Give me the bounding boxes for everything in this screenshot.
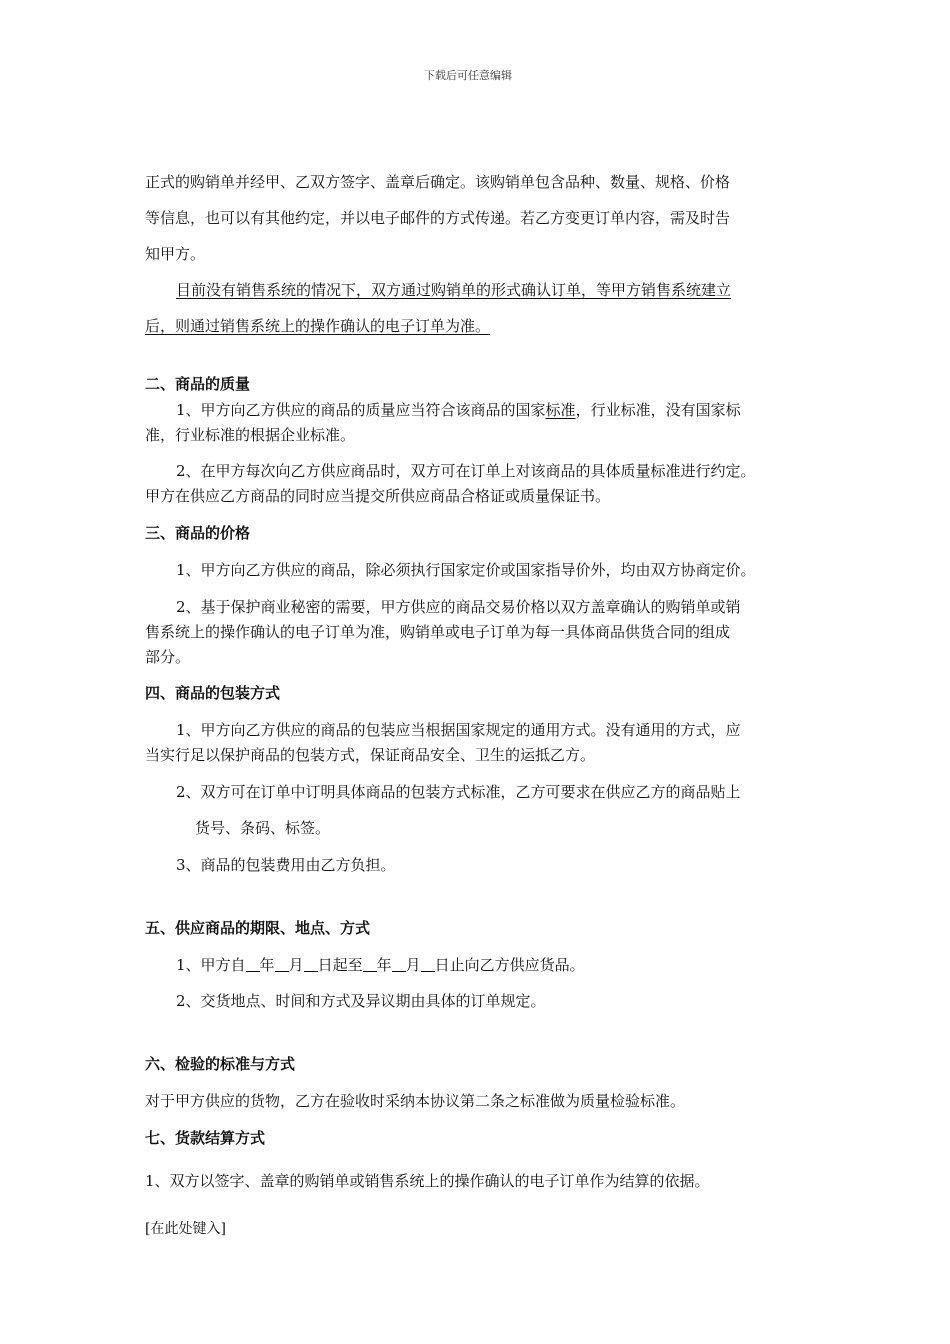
text-line: 3、商品的包装费用由乙方负担。 [176,856,396,874]
section-heading: 七、货款结算方式 [145,1129,266,1147]
text-line: 货号、条码、标签。 [195,819,331,837]
blank-field [392,956,406,972]
text-line: 1、双方以签字、盖章的购销单或销售系统上的操作确认的电子订单作为结算的依据。 [145,1172,710,1190]
text-line: 正式的购销单并经甲、乙双方签字、盖章后确定。该购销单包含品种、数量、规格、价格 [145,173,731,191]
text-line: 2、基于保护商业秘密的需要，甲方供应的商品交易价格以双方盖章确认的购销单或销 [176,598,741,616]
section-heading: 四、商品的包装方式 [145,684,281,702]
text-line: 1、甲方向乙方供应的商品的质量应当符合该商品的国家标准，行业标准，没有国家标 [176,401,741,419]
date-range-line: 1、甲方自 年 月 日起至 年 月 日止向乙方供应货品。 [176,956,585,974]
blank-field [363,956,377,972]
text-line: 1、甲方向乙方供应的商品的包装应当根据国家规定的通用方式。没有通用的方式，应 [176,721,741,739]
text-line: 2、双方可在订单中订明具体商品的包装方式标准，乙方可要求在供应乙方的商品贴上 [176,783,741,801]
section-heading: 二、商品的质量 [145,375,251,393]
text-line: 知甲方。 [145,245,206,263]
text-line: 当实行足以保护商品的包装方式，保证商品安全、卫生的运抵乙方。 [145,746,596,764]
footer-placeholder[interactable]: [在此处键入] [145,1221,226,1237]
text-line: 甲方在供应乙方商品的同时应当提交所供应商品合格证或质量保证书。 [145,487,611,505]
underlined-term: 标准 [545,401,576,419]
blank-field [304,956,318,972]
blank-field [275,956,289,972]
text-line: 对于甲方供应的货物，乙方在验收时采纳本协议第二条之标准做为质量检验标准。 [145,1092,686,1110]
blank-field [421,956,435,972]
underlined-note-line: 后，则通过销售系统上的操作确认的电子订单为准。 [145,317,491,335]
text-line: 准，行业标准的根据企业标准。 [145,426,356,444]
text-line: 部分。 [145,648,191,666]
blank-field [246,956,260,972]
section-heading: 六、检验的标准与方式 [145,1055,296,1073]
text-line: 2、交货地点、时间和方式及异议期由具体的订单规定。 [176,992,546,1010]
text-line: 售系统上的操作确认的电子订单为准，购销单或电子订单为每一具体商品供货合同的组成 [145,623,731,641]
text-line: 2、在甲方每次向乙方供应商品时，双方可在订单上对该商品的具体质量标准进行约定。 [176,462,756,480]
text-line: 等信息，也可以有其他约定，并以电子邮件的方式传递。若乙方变更订单内容，需及时告 [145,209,731,227]
section-heading: 三、商品的价格 [145,524,251,542]
page-header-note: 下载后可任意编辑 [424,69,512,82]
underlined-note-line: 目前没有销售系统的情况下，双方通过购销单的形式确认订单，等甲方销售系统建立 [176,281,732,299]
text-line: 1、甲方向乙方供应的商品，除必须执行国家定价或国家指导价外，均由双方协商定价。 [176,561,756,579]
section-heading: 五、供应商品的期限、地点、方式 [145,919,371,937]
